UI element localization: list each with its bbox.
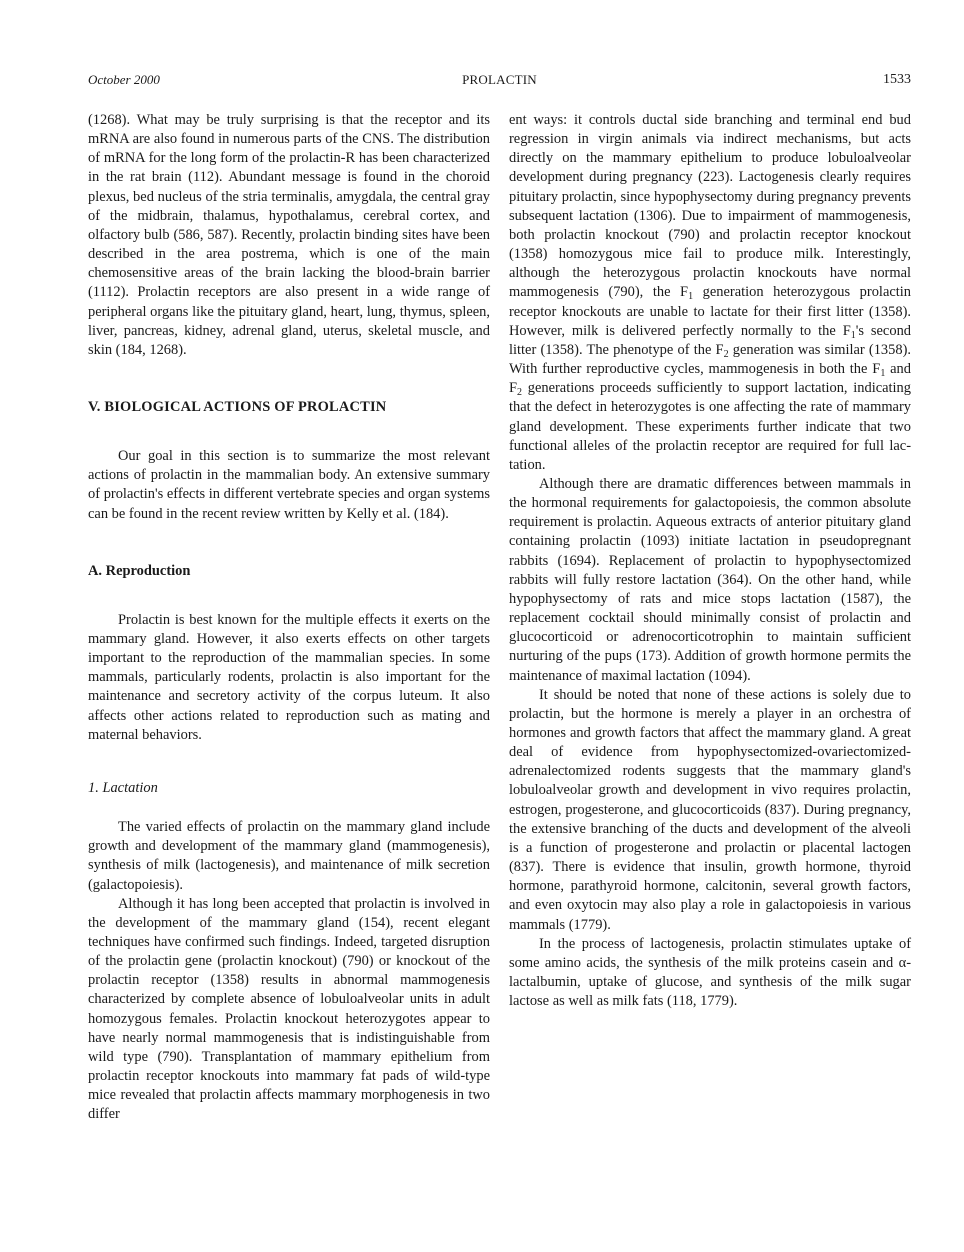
paragraph-left-5: Although it has long been accepted that prolactin is involved in the development of the mammary gland (154), recent elegant techniques have confirmed such findings. Indeed, targeted disruption of the prolactin gene (prolactin knockout) (790) or knockout of the prolactin receptor (1358) results in abnormal mammogenesis characterized by complete absence of lobuloalveolar units in adult homozygous females. Prolactin knockout heterozygotes appear to have nearly normal mammogenesis that is indistinguishable from wild type (790). Transplantation of mammary epithelium from prolactin receptor knockouts into mammary fat pads of wild-type mice revealed that prolactin affects mammary morphogenesis in two differ xyxy=(88,895,490,1123)
paragraph-left-1: (1268). What may be truly surprising is that the receptor and its mRNA are also found in numerous parts of the CNS. The distribution of mRNA for the long form of the prolactin-R has been characterized in the rat brain (112). Abundant message is found in the choroid plexus, bed nucleus of the stria terminalis, amygdala, the central gray of the midbrain, thalamus, hypothalamus, cerebral cortex, and olfactory bulb (586, 587). Recently, prolactin binding sites have been described in the area postrema, which is one of the main chemosensitive areas of the brain lacking the blood-brain barrier (1112). Prolactin receptors are also present in a wide range of peripheral organs like the pituitary gland, heart, lung, thymus, spleen, liver, pancreas, kidney, adrenal gland, uterus, skeletal muscle, and skin (184, 1268). xyxy=(88,112,490,358)
paragraph-right-3: It should be noted that none of these actions is solely due to prolactin, but the hormone is merely a player in an orchestra of hormones and growth factors that affect the mammary gland. A great deal of evidence from hypophysectomized-ovariectomized-adrenalectomized rodents suggests that the mammary gland's lobuloalveolar growth and development in vivo requires prolactin, estrogen, progesterone, and glucocorticoids (837). During pregnancy, the extensive branching of the ducts and development of the alveoli is a function of progesterone and prolactin or placental lactogen (837). There is evidence that insulin, growth hormone, thyroid hormone, parathyroid hormone, calcitonin, several growth factors, and even oxytocin may also play a role in galactopoiesis in various mammals (1779). xyxy=(509,686,911,933)
paragraph-left-4: The varied effects of prolactin on the mammary gland include growth and development of the mammary gland (mammogenesis), synthesis of milk (lactogenesis), and maintenance of milk secretion (galactopoiesis). xyxy=(88,819,490,893)
right-column xyxy=(509,111,911,1011)
paragraph-left-2: Our goal in this section is to summarize the most relevant actions of prolactin in the mammalian body. An extensive summary of prolactin's effects in different vertebrate species and organ systems can be found in the recent review written by Kelly et al. (184). xyxy=(88,448,490,522)
subsubsection-heading: 1. Lactation xyxy=(88,779,158,796)
section-heading: V. BIOLOGICAL ACTIONS OF PROLACTIN xyxy=(88,399,387,416)
left-column xyxy=(88,111,490,1125)
subsection-heading: A. Reproduction xyxy=(88,562,191,579)
paragraph-right-2: Although there are dramatic differences between mammals in the hormonal requirements for galactopoiesis, the common absolute requirement is prolactin. Aqueous extracts of anterior pituitary gland containing prolactin (1093) initiate lactation in pseudopregnant rabbits (1694). Replacement of prolactin to hypophysectomized rabbits will fully restore lactation (364). On the other hand, while hypophysectomy of rats and mice stops lactation (1587), the replacement cocktail should minimally consist of prolactin and glucocorticoid or adrenocorticotrophin to maintain sufficient nurturing of the pups (173). Addition of growth hormone permits the maintenance of maximal lactation (1094). xyxy=(509,475,911,684)
text-run: generation was similar (1358). With further reproductive cycles, mammogenesis in both the F xyxy=(509,341,911,378)
text-run: ent ways: it controls ductal side branching and terminal end bud regression in virgin animals via indirect mechanisms, but acts directly on the mammary epithelium to produce lobuloalveolar development during pregnancy (223). Lactogenesis clearly requires pituitary prolactin, since hypophysectomy during pregnancy prevents subsequent lactation (1306). Due to impairment of mammogenesis, both prolactin knockout (790) and prolactin receptor knockout (1358) homozygous mice fail to produce milk. Interestingly, although the heterozygous prolactin knockouts have normal mammogenesis (790), the F xyxy=(509,112,911,301)
paragraph-left-3: Prolactin is best known for the multiple effects it exerts on the mammary gland. However, it also exerts effects on other targets important to the reproduction of the mammalian species. In some mammals, particularly rodents, prolactin is also important for the maintenance and secretory activity of the corpus luteum. It also affects other actions related to reproduction such as mating and maternal behaviors. xyxy=(88,611,490,743)
paragraph-right-1 xyxy=(509,111,911,475)
subscript: 1 xyxy=(850,329,856,341)
text-run: and F xyxy=(509,361,911,397)
text-run: generation heterozygous prolactin receptor knockouts are unable to lactate for their first litter (1358). However, milk is delivered perfectly normally to the F xyxy=(509,284,911,339)
paragraph-right-4: In the process of lactogenesis, prolactin stimulates uptake of some amino acids, the synthesis of the milk proteins casein and α-lactalbumin, uptake of glucose, and synthesis of the milk sugar lactose as well as milk fats (118, 1779). xyxy=(509,935,911,1010)
header-running-title: PROLACTIN xyxy=(462,72,537,87)
subscript: 2 xyxy=(723,348,729,360)
subscript: 1 xyxy=(880,368,886,380)
running-header xyxy=(88,72,911,92)
subscript: 1 xyxy=(688,291,694,303)
page-number: 1533 xyxy=(883,72,911,87)
header-date: October 2000 xyxy=(88,72,160,87)
subscript: 2 xyxy=(517,387,523,399)
text-run: generations proceeds sufficiently to support lactation, indicating that the defect in heterozygotes is one affecting the rate of mammary gland development. These experiments further indicate that two functional alleles of the prolactin receptor are required for full lactation. xyxy=(509,380,911,473)
text-run: 's second litter (1358). The phenotype of the F xyxy=(509,322,912,358)
